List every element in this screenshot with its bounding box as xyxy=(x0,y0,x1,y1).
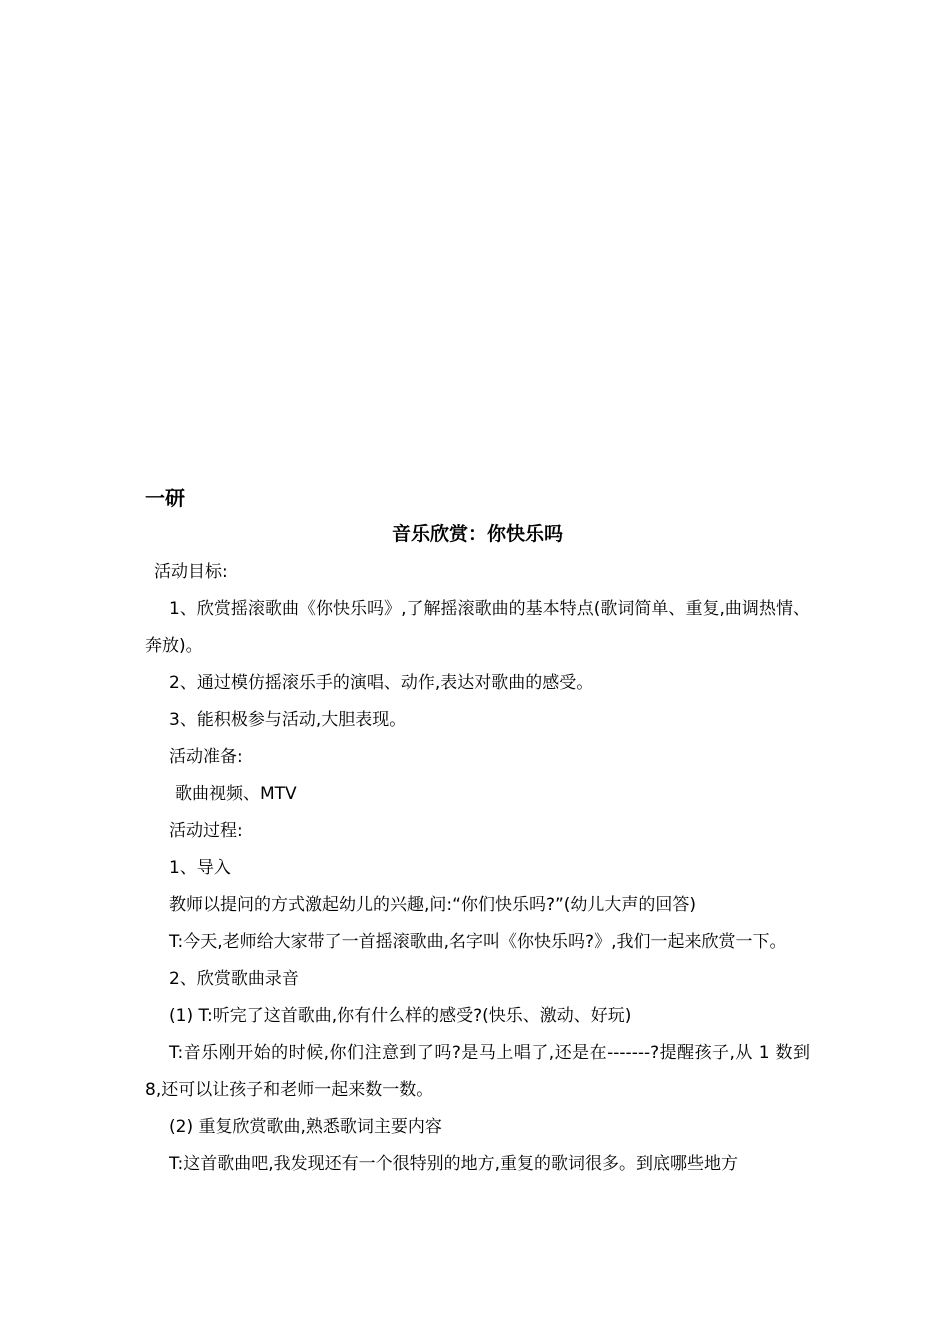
paragraph-step-2-2: (2) 重复欣赏歌曲,熟悉歌词主要内容 xyxy=(169,1117,442,1137)
paragraph-prep-items: 歌曲视频、MTV xyxy=(175,784,297,804)
section-label: 一研 xyxy=(145,486,185,510)
paragraph-step-2-2-teacher: T:这首歌曲吧,我发现还有一个很特别的地方,重复的歌词很多。到底哪些地方 xyxy=(169,1154,739,1174)
paragraph-step-2-1-teacher: T:音乐刚开始的时候,你们注意到了吗?是马上唱了,还是在-------?提醒孩子,从 1 数到 8,还可以让孩子和老师一起来数一数。 xyxy=(145,1043,810,1100)
document-title: 音乐欣赏：你快乐吗 xyxy=(391,523,563,545)
paragraph-step-2: 2、欣赏歌曲录音 xyxy=(169,969,299,989)
paragraph-step-2-1: (1) T:听完了这首歌曲,你有什么样的感受?(快乐、激动、好玩) xyxy=(169,1006,632,1026)
paragraph-goals-heading: 活动目标: xyxy=(154,562,228,582)
paragraph-goal-3: 3、能积极参与活动,大胆表现。 xyxy=(169,710,407,730)
paragraph-goal-2: 2、通过模仿摇滚乐手的演唱、动作,表达对歌曲的感受。 xyxy=(169,673,594,693)
paragraph-process-heading: 活动过程: xyxy=(169,821,243,841)
paragraph-step-1-text: 教师以提问的方式激起幼儿的兴趣,问:“你们快乐吗?”(幼儿大声的回答) xyxy=(169,895,697,915)
paragraph-step-1: 1、导入 xyxy=(169,858,231,878)
paragraph-step-1-teacher: T:今天,老师给大家带了一首摇滚歌曲,名字叫《你快乐吗?》,我们一起来欣赏一下。 xyxy=(169,932,787,952)
paragraph-goal-1: 1、欣赏摇滚歌曲《你快乐吗》,了解摇滚歌曲的基本特点(歌词简单、重复,曲调热情、奔放)。 xyxy=(145,599,810,656)
paragraph-prep-heading: 活动准备: xyxy=(169,747,243,767)
document-body xyxy=(145,482,810,1183)
